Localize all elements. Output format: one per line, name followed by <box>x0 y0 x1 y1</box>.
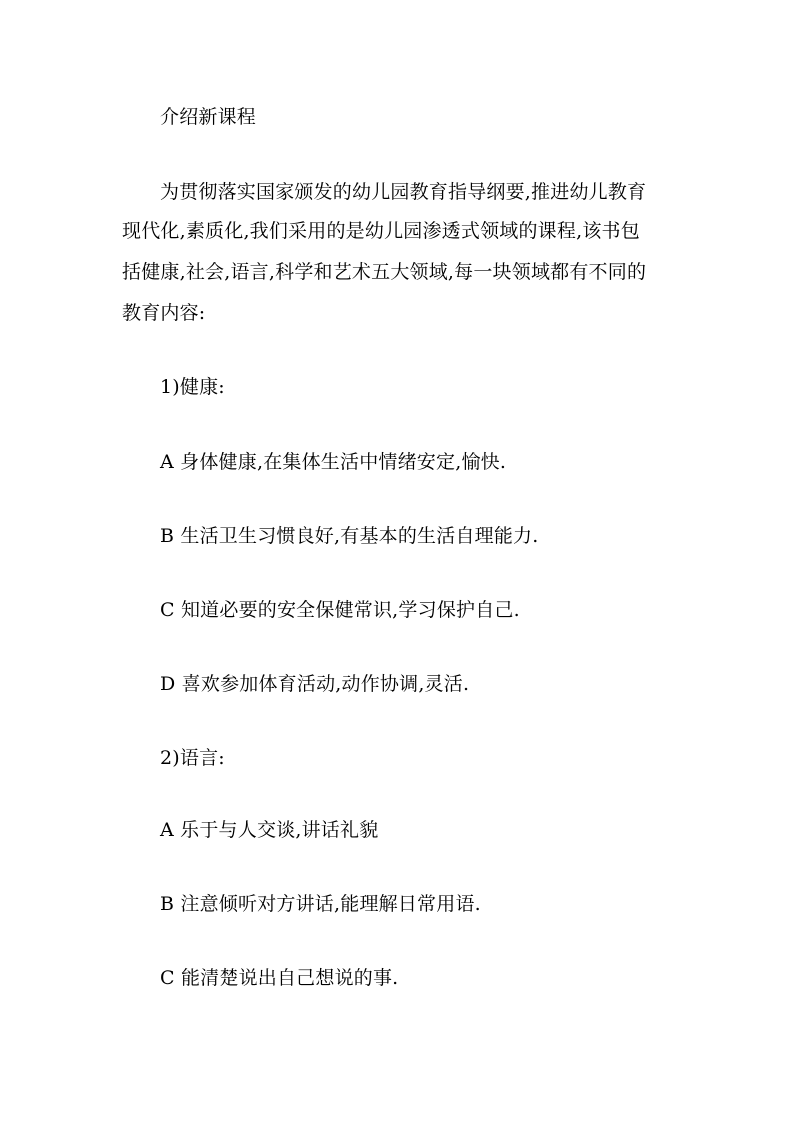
list-item: D 喜欢参加体育活动,动作协调,灵活. <box>160 673 470 695</box>
document-title: 介绍新课程 <box>160 106 257 128</box>
intro-line: 括健康,社会,语言,科学和艺术五大领域,每一块领域都有不同的 <box>122 261 647 283</box>
intro-line: 教育内容: <box>122 302 206 324</box>
list-item: A 身体健康,在集体生活中情绪安定,愉快. <box>160 451 507 473</box>
list-item: C 知道必要的安全保健常识,学习保护自己. <box>160 599 520 621</box>
intro-line: 为贯彻落实国家颁发的幼儿园教育指导纲要,推进幼儿教育 <box>160 181 647 203</box>
section-heading-health: 1)健康: <box>160 376 225 398</box>
list-item: C 能清楚说出自己想说的事. <box>160 967 399 989</box>
list-item: B 注意倾听对方讲话,能理解日常用语. <box>160 893 481 915</box>
section-heading-language: 2)语言: <box>160 747 225 769</box>
list-item: B 生活卫生习惯良好,有基本的生活自理能力. <box>160 525 539 547</box>
intro-line: 现代化,素质化,我们采用的是幼儿园渗透式领域的课程,该书包 <box>122 220 640 242</box>
list-item: A 乐于与人交谈,讲话礼貌 <box>160 819 379 841</box>
